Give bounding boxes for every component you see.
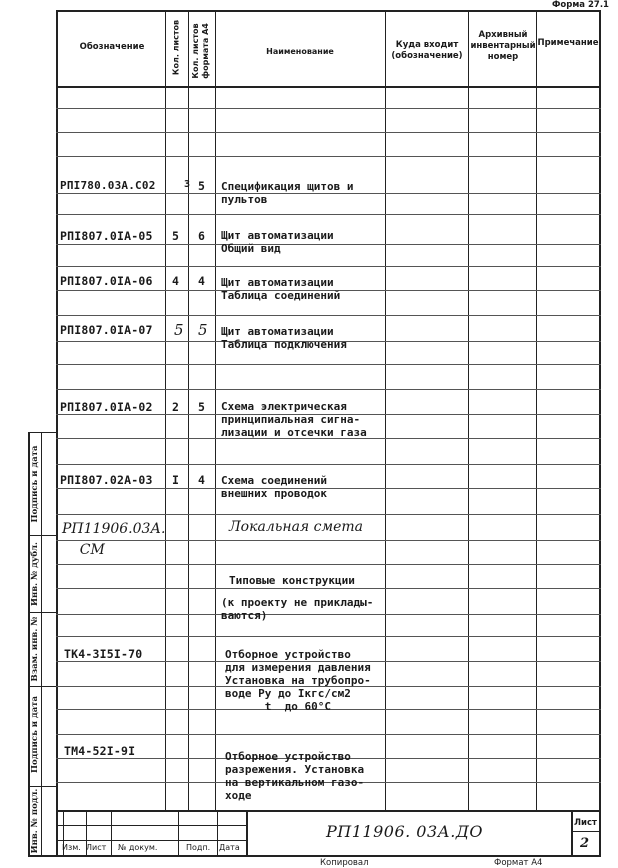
header-designation: Обозначение [79, 42, 145, 52]
frame-right-border [599, 10, 601, 856]
stamp-col-date: Дата [219, 843, 240, 852]
row-line [56, 389, 601, 390]
header-divider [56, 86, 601, 88]
stamp-col-sign: Подп. [186, 843, 211, 852]
row-3-sheets: 4 [172, 274, 180, 288]
row-line [56, 364, 601, 365]
row-5-designation: РПI807.0IA-02 [60, 400, 153, 414]
footer-format: Формат А4 [494, 858, 543, 868]
row-11-name: Отборное устройство разрежения. Установка на вертикальном газо- ходе [225, 750, 365, 802]
row-10-name: Отборное устройство для измерения давления Установка на трубопро- воде Ру до Iкгс/см2 t до 60°С [225, 648, 371, 713]
col-divider-4 [385, 10, 386, 810]
row-5-name: Схема электрическая принципиальная сигна- лизации и отсечки газа [221, 400, 367, 439]
row-2-designation: РПI807.0IA-05 [60, 229, 153, 243]
header-note: Примечание [537, 38, 599, 48]
row-6-name: Схема соединений внешних проводок [221, 474, 327, 500]
header-format-a4 [191, 13, 213, 89]
stamp-col-list: Лист [86, 843, 107, 852]
sheet-label: Лист [574, 818, 597, 828]
header-where-included: Куда входит (обозначение) [391, 40, 463, 61]
stamp-sheet-divider [571, 831, 601, 832]
stamp-col-5 [217, 810, 218, 856]
row-line [56, 108, 601, 109]
row-4-designation: РПI807.0IA-07 [60, 323, 153, 337]
frame-top-border [56, 10, 601, 12]
header-archive-number: Архивный инвентарный номер [470, 30, 536, 62]
row-4-a4: 5 [198, 321, 208, 339]
row-1-a4: 5 [198, 179, 206, 193]
row-11-designation: ТМ4-52I-9I [64, 744, 136, 758]
col-divider-5 [468, 10, 469, 810]
side-strip-top [28, 432, 56, 433]
col-divider-3 [215, 10, 216, 810]
footer-copied: Копировал [320, 858, 369, 868]
row-3-designation: РПI807.0IA-06 [60, 274, 153, 288]
row-2-a4: 6 [198, 229, 206, 243]
col-divider-6 [536, 10, 537, 810]
row-4-sheets: 5 [174, 321, 184, 339]
row-5-a4: 5 [198, 400, 206, 414]
row-8-name: Типовые конструкции [229, 574, 355, 587]
stamp-col-3 [111, 810, 112, 856]
stamp-top-line [56, 810, 601, 812]
stamp-col-6 [246, 810, 248, 856]
frame-bottom-border [28, 855, 601, 857]
row-3-a4: 4 [198, 274, 206, 288]
row-line [56, 266, 601, 267]
row-1-designation: РПI780.03A.C02 [60, 179, 156, 192]
row-line [56, 636, 601, 637]
row-line [56, 588, 601, 589]
side-label-inv-dubl: Инв. № дубл. [30, 542, 40, 607]
row-line [56, 315, 601, 316]
row-4-name: Щит автоматизации Таблица подключения [221, 325, 347, 351]
row-1-name: Спецификация щитов и пультов [221, 180, 354, 206]
frame-left-border [56, 10, 58, 856]
row-1-sheets: 3 [184, 179, 191, 190]
stamp-col-izm: Изм. [62, 843, 81, 852]
header-format-a4-text: Кол. листов формата А4 [191, 23, 210, 79]
sheet-number: 2 [580, 836, 590, 851]
side-label-vzam-inv: Взам. инв. № [30, 616, 40, 682]
stamp-col-4 [178, 810, 179, 856]
row-6-designation: РПI807.02A-03 [60, 473, 153, 487]
row-2-sheets: 5 [172, 229, 180, 243]
side-label-inv-podl: Инв. № подл. [30, 788, 40, 854]
header-name: Наименование [266, 47, 334, 56]
row-line [56, 514, 601, 515]
side-label-signature-date-1: Подпись и дата [30, 695, 40, 773]
row-5-sheets: 2 [172, 400, 180, 414]
row-line [56, 564, 601, 565]
side-strip-inner [41, 432, 42, 856]
row-3-name: Щит автоматизации Таблица соединений [221, 276, 341, 302]
col-divider-1 [165, 10, 166, 810]
row-6-a4: 4 [198, 473, 206, 487]
row-line [56, 156, 601, 157]
row-6-sheets: I [172, 473, 180, 487]
row-line [56, 488, 601, 489]
row-2-name: Щит автоматизации Общий вид [221, 229, 334, 255]
row-line [56, 132, 601, 133]
row-7-name: Локальная смета [229, 519, 363, 535]
row-7-designation: РП11906.03А. СМ [62, 521, 166, 558]
row-line [56, 214, 601, 215]
side-label-signature-date-2: Подпись и дата [30, 445, 40, 523]
form-label: Форма 27.1 [552, 0, 609, 10]
col-divider-2 [188, 10, 189, 810]
document-code: РП11906. 03А.ДО [326, 822, 483, 841]
stamp-col-7 [571, 810, 573, 856]
row-10-designation: ТК4-3I5I-70 [64, 647, 143, 661]
row-line [56, 734, 601, 735]
stamp-col-doc: № докум. [118, 843, 158, 852]
row-9-name: (к проекту не приклады- ваются) [221, 596, 374, 622]
row-line [56, 464, 601, 465]
header-sheets-count: Кол. листов [171, 19, 181, 76]
